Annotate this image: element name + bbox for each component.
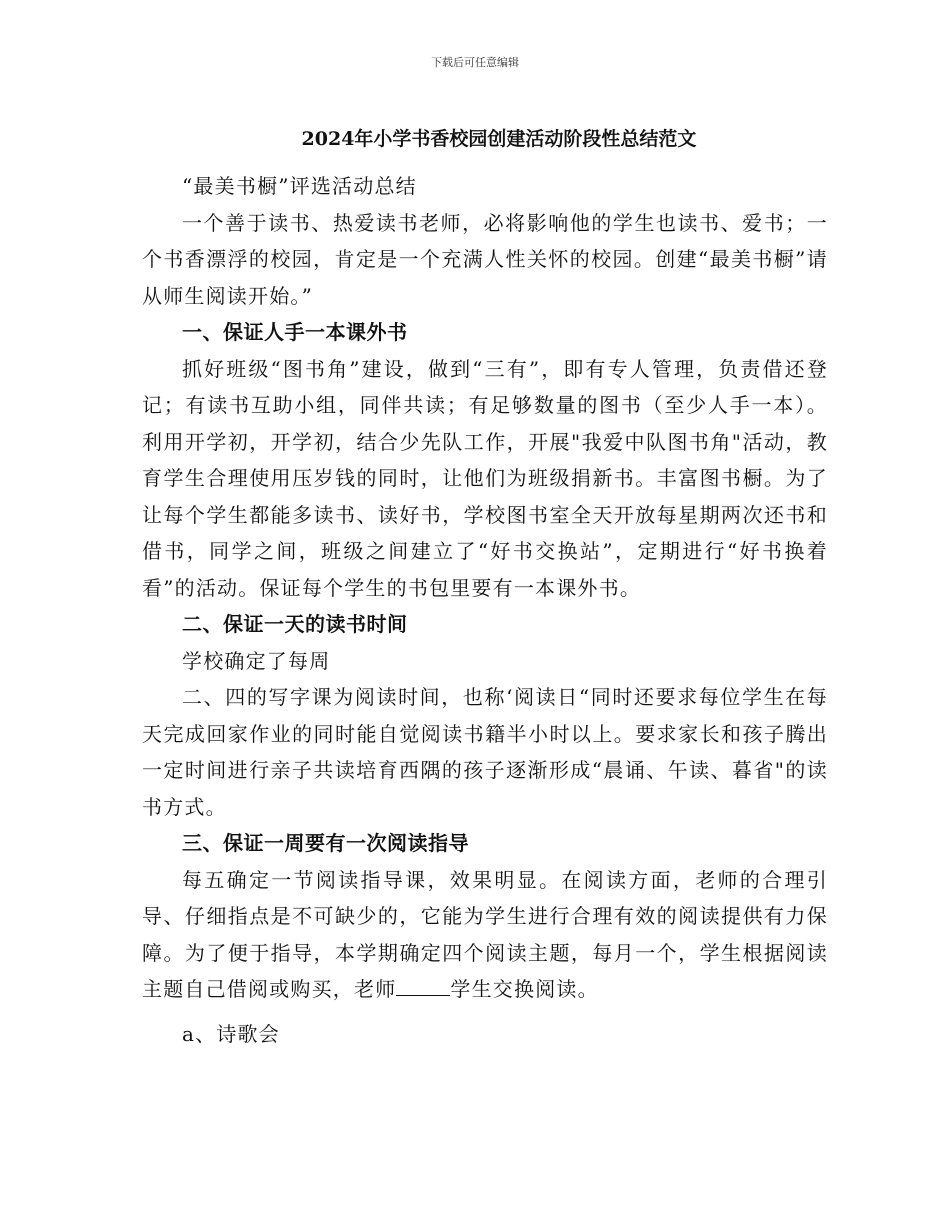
section-3-paragraph	[142, 862, 828, 1008]
section-heading-1: 一、保证人手一本课外书	[182, 320, 408, 344]
fill-in-blank	[396, 994, 450, 996]
intro-paragraph: 一个善于读书、热爱读书老师，必将影响他的学生也读书、爱书；一个书香漂浮的校园，肯定是一个充满人性关怀的校园。创建“最美书橱”请从师生阅读开始。”	[142, 210, 828, 308]
section-2-paragraph-b: 二、四的写字课为阅读时间，也称‘阅读日“同时还要求每位学生在每天完成回家作业的同时能自觉阅读书籍半小时以上。要求家长和孩子腾出一定时间进行亲子共读培育西隅的孩子逐渐形成“晨诵、午读、暮省"的读书方式。	[142, 685, 828, 819]
document-body	[142, 168, 828, 1052]
list-item-a: a、诗歌会	[182, 1021, 280, 1046]
section-heading-2: 二、保证一天的读书时间	[182, 612, 408, 636]
section-3-text-before-blank: 每五确定一节阅读指导课，效果明显。在阅读方面，老师的合理引导、仔细指点是不可缺少的，它能为学生进行合理有效的阅读提供有力保障。为了便于指导，本学期确定四个阅读主题，每月一个，学生根据阅读主题自己借阅或购买，老师	[142, 867, 828, 1001]
document-title: 2024年小学书香校园创建活动阶段性总结范文	[301, 128, 697, 150]
section-1-paragraph: 抓好班级“图书角”建设，做到“三有”，即有专人管理，负责借还登记；有读书互助小组，同伴共读；有足够数量的图书（至少人手一本）。利用开学初，开学初，结合少先队工作，开展"我爱中队图书角"活动，教育学生合理使用压岁钱的同时，让他们为班级捐新书。丰富图书橱。为了让每个学生都能多读书、读好书，学校图书室全天开放每星期两次还书和借书，同学之间，班级之间建立了“好书交换站”，定期进行“好书换着看”的活动。保证每个学生的书包里要有一本课外书。	[142, 356, 828, 600]
section-3-text-after-blank: 学生交换阅读。	[450, 977, 599, 1001]
section-heading-3: 三、保证一周要有一次阅读指导	[182, 831, 469, 855]
section-2-paragraph-a: 学校确定了每周	[182, 648, 331, 673]
header-note: 下载后可任意编辑	[431, 56, 519, 69]
subtitle-paragraph: “最美书橱”评选活动总结	[182, 174, 417, 198]
